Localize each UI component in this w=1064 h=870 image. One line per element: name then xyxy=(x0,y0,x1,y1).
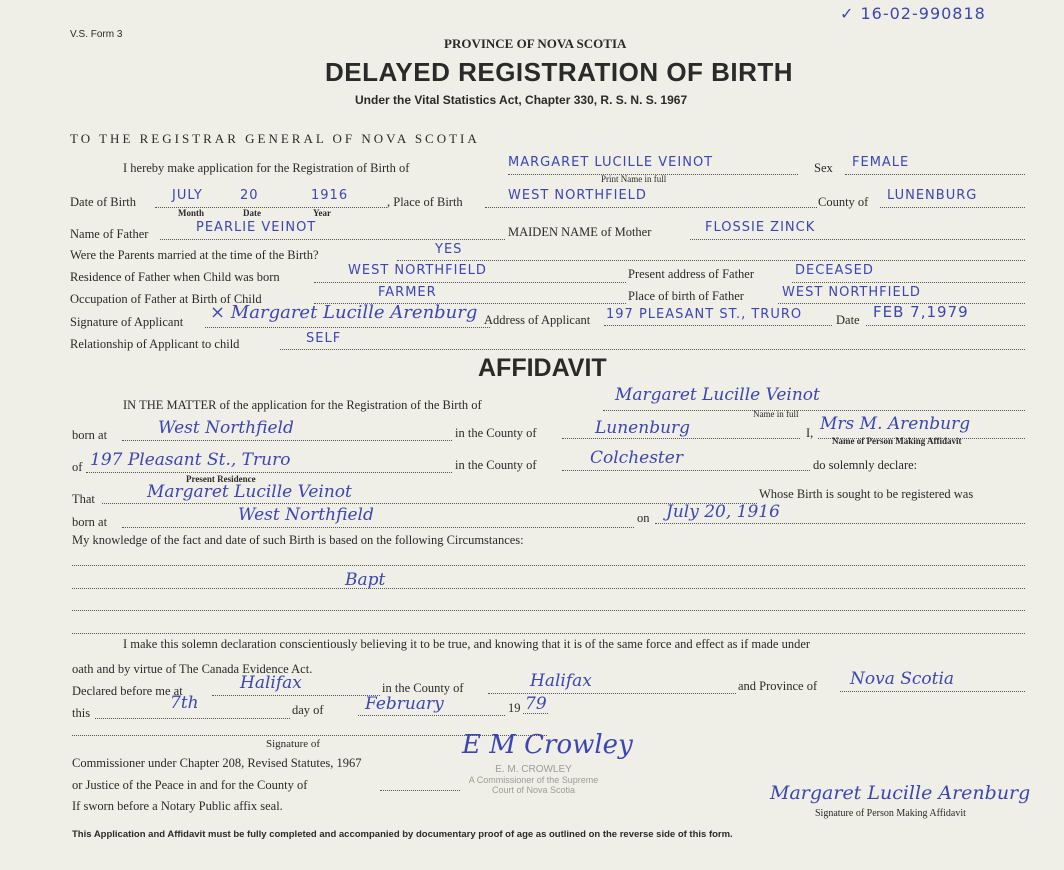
applicant-address-value: 197 PLEASANT ST., TRURO xyxy=(606,307,803,322)
date-label: Date xyxy=(836,313,860,327)
footer-note: This Application and Affidavit must be fully completed and accompanied by documentary proof of age as outlined on the reverse side of this form. xyxy=(72,829,733,840)
date-caption: Date xyxy=(243,208,261,218)
dob-day-value: 20 xyxy=(240,188,259,203)
born-at-value-2: West Northfield xyxy=(238,505,374,525)
father-value: PEARLIE VEINOT xyxy=(196,220,317,235)
residence-caption: Present Residence xyxy=(186,474,256,484)
commissioner-signature: E M Crowley xyxy=(462,730,633,760)
commissioner-stamp xyxy=(446,764,621,795)
year-prefix: 19 xyxy=(508,701,521,715)
applicant-signature: × Margaret Lucille Arenburg xyxy=(210,302,478,323)
born-at-label: born at xyxy=(72,428,108,442)
county-label-1: in the County of xyxy=(455,426,537,440)
to-registrar-line: TO THE REGISTRAR GENERAL OF NOVA SCOTIA xyxy=(70,131,480,146)
relationship-value: SELF xyxy=(306,331,342,346)
circumstance-value: Bapt xyxy=(345,570,386,590)
notary-label: If sworn before a Notary Public affix seal. xyxy=(72,799,283,813)
occupation-value: FARMER xyxy=(378,285,437,300)
county-value: LUNENBURG xyxy=(887,188,978,203)
day-value: 7th xyxy=(170,693,199,713)
dob-label: Date of Birth xyxy=(70,195,136,209)
dob-year-value: 1916 xyxy=(311,188,349,203)
file-number: ✓ 16-02-990818 xyxy=(840,4,986,23)
in-county-label: in the County of xyxy=(382,681,464,695)
affiant-residence-value: 197 Pleasant St., Truro xyxy=(90,450,291,470)
name-caption: Print Name in full xyxy=(601,174,667,184)
month-caption: Month xyxy=(178,208,205,218)
applicant-address-label: Address of Applicant xyxy=(484,313,591,327)
matter-name-value: Margaret Lucille Veinot xyxy=(615,385,820,405)
mother-value: FLOSSIE ZINCK xyxy=(705,220,816,235)
on-label: on xyxy=(637,511,650,525)
place-label: , Place of Birth xyxy=(387,195,463,209)
form-title: DELAYED REGISTRATION OF BIRTH xyxy=(325,57,794,87)
knowledge-label: My knowledge of the fact and date of such Birth is based on the following Circumstances: xyxy=(72,533,524,547)
i-label: I, xyxy=(806,426,814,440)
signature-applicant-label: Signature of Applicant xyxy=(70,315,184,329)
declare-label: do solemnly declare: xyxy=(813,458,918,472)
application-date-value: FEB 7,1979 xyxy=(873,303,969,321)
month-value: February xyxy=(365,694,444,714)
married-value: YES xyxy=(435,242,463,257)
present-address-label: Present address of Father xyxy=(628,267,755,281)
that-label: That xyxy=(72,492,95,506)
that-value: Margaret Lucille Veinot xyxy=(147,482,352,502)
sought-label: Whose Birth is sought to be registered was xyxy=(759,487,974,501)
applicant-name-value: MARGARET LUCILLE VEINOT xyxy=(508,155,714,170)
affiant-name-value: Mrs M. Arenburg xyxy=(820,414,971,434)
of-label: of xyxy=(72,460,83,474)
justice-label: or Justice of the Peace in and for the County of xyxy=(72,778,308,792)
solemn-line-1: I make this solemn declaration conscientiously believing it to be true, and knowing that it is of the same force and effect as if made under xyxy=(123,637,811,651)
sex-label: Sex xyxy=(814,161,833,175)
declared-at-value: Halifax xyxy=(240,673,302,693)
province-heading: PROVINCE OF NOVA SCOTIA xyxy=(444,36,627,51)
commissioner-label: Commissioner under Chapter 208, Revised Statutes, 1967 xyxy=(72,756,362,770)
born-at-value: West Northfield xyxy=(158,418,294,438)
father-birthplace-value: WEST NORTHFIELD xyxy=(782,285,921,300)
county-value-1: Lunenburg xyxy=(595,418,691,438)
intro-label: I hereby make application for the Registration of Birth of xyxy=(123,161,410,175)
occupation-label: Occupation of Father at Birth of Child xyxy=(70,292,262,306)
county-value-2: Colchester xyxy=(590,448,683,468)
affiant-name-caption: Name of Person Making Affidavit xyxy=(832,436,962,446)
form-subtitle: Under the Vital Statistics Act, Chapter 330, R. S. N. S. 1967 xyxy=(355,93,688,107)
relationship-label: Relationship of Applicant to child xyxy=(70,337,240,351)
married-label: Were the Parents married at the time of the Birth? xyxy=(70,248,319,262)
on-date-value: July 20, 1916 xyxy=(666,502,780,522)
stamp-line-2: A Commissioner of the Supreme xyxy=(468,775,599,785)
affidavit-heading: AFFIDAVIT xyxy=(478,354,607,382)
signature-of-label: Signature of xyxy=(266,738,321,750)
year-value: 79 xyxy=(525,694,547,714)
year-caption: Year xyxy=(313,208,331,218)
affiant-signature-caption: Signature of Person Making Affidavit xyxy=(815,808,966,819)
form-number: V.S. Form 3 xyxy=(70,29,123,40)
this-label: this xyxy=(72,706,91,720)
county-label: County of xyxy=(818,195,869,209)
dob-month-value: JULY xyxy=(172,188,203,203)
stamp-line-1: E. M. CROWLEY xyxy=(495,764,572,775)
declared-label: Declared before me at xyxy=(72,684,183,698)
born-at-label-2: born at xyxy=(72,515,108,529)
matter-label: IN THE MATTER of the application for the Registration of the Birth of xyxy=(123,398,482,412)
province-value: Nova Scotia xyxy=(850,669,955,689)
residence-label: Residence of Father when Child was born xyxy=(70,270,280,284)
solemn-line-2: oath and by virtue of The Canada Evidence Act. xyxy=(72,662,313,676)
sex-value: FEMALE xyxy=(852,155,910,170)
day-of-label: day of xyxy=(292,703,324,717)
residence-value: WEST NORTHFIELD xyxy=(348,263,487,278)
mother-label: MAIDEN NAME of Mother xyxy=(508,225,652,239)
declared-county-value: Halifax xyxy=(530,671,592,691)
stamp-line-3: Court of Nova Scotia xyxy=(491,785,576,795)
affiant-signature: Margaret Lucille Arenburg xyxy=(770,782,1031,804)
place-value: WEST NORTHFIELD xyxy=(508,188,647,203)
matter-name-caption: Name in full xyxy=(753,409,799,419)
present-address-value: DECEASED xyxy=(795,263,874,278)
province-label: and Province of xyxy=(738,679,818,693)
county-label-2: in the County of xyxy=(455,458,537,472)
father-birthplace-label: Place of birth of Father xyxy=(628,289,744,303)
father-label: Name of Father xyxy=(70,227,149,241)
